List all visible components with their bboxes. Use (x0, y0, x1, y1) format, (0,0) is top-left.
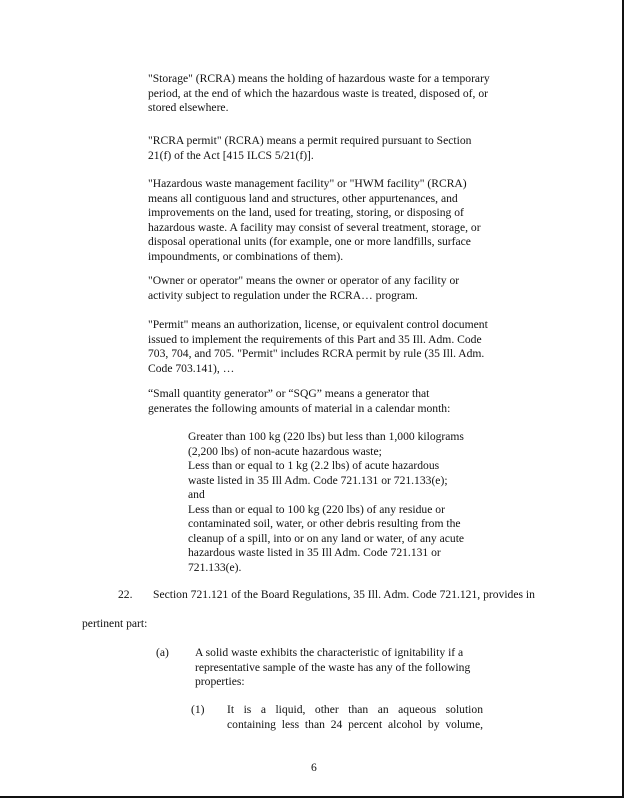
text-line: Less than or equal to 1 kg (2.2 lbs) of acute hazardous (188, 459, 440, 472)
text-line: improvements on the land, used for treating, storing, or disposing of (148, 206, 464, 219)
sqg-criteria-list (188, 430, 464, 575)
text-line: A solid waste exhibits the characteristic of ignitability if a (195, 646, 464, 659)
text-line: “Small quantity generator” or “SQG” means a generator that (148, 387, 430, 400)
text-line: "Permit" means an authorization, license, or equivalent control document (148, 318, 488, 331)
text-line: cleanup of a spill, into or on any land or water, of any acute (188, 531, 465, 545)
text-line: waste listed in 35 Ill Adm. Code 721.131 or 721.133(e); (188, 473, 448, 487)
subsection-label: (a) (156, 646, 169, 659)
text-line: period, at the end of which the hazardous waste is treated, disposed of, or (148, 86, 488, 100)
text-line: Code 703.141), … (148, 361, 235, 375)
paragraph-22-continuation: pertinent part: (82, 617, 148, 630)
definition-owner-operator (148, 274, 459, 303)
text-line: containing less than 24 percent alcohol by volume, (227, 717, 483, 731)
text-line: "Owner or operator" means the owner or operator of any facility or (148, 274, 460, 287)
text-line: hazardous waste. A facility may consist of several treatment, storage, or (148, 220, 481, 234)
paragraph-number: 22. (118, 588, 133, 601)
text-line: It is a liquid, other than an aqueous solution (227, 703, 483, 716)
definition-hwm-facility (148, 177, 481, 264)
definition-permit (148, 318, 488, 376)
scan-border-right (622, 0, 624, 797)
definition-rcra-permit (148, 134, 471, 163)
text-line: representative sample of the waste has any of the following (195, 660, 471, 674)
text-line: stored elsewhere. (148, 101, 229, 114)
definition-storage (148, 72, 490, 116)
text-line: 21(f) of the Act [415 ILCS 5/21(f)]. (148, 148, 314, 162)
text-line: means all contiguous land and structures, other appurtenances, and (148, 191, 458, 205)
text-line: and (188, 488, 205, 501)
text-line: impoundments, or combinations of them). (148, 249, 344, 263)
text-line: properties: (195, 675, 245, 688)
text-line: hazardous waste listed in 35 Ill Adm. Code 721.131 or (188, 546, 441, 559)
text-line: disposal operational units (for example, one or more landfills, surface (148, 235, 471, 248)
text-line: Less than or equal to 100 kg (220 lbs) of any residue or (188, 502, 445, 516)
definition-sqg (148, 387, 450, 416)
item-label: (1) (191, 703, 205, 716)
item-1-text (227, 703, 483, 732)
text-line: (2,200 lbs) of non-acute hazardous waste; (188, 444, 382, 458)
subsection-a-text (195, 646, 471, 690)
text-line: 703, 704, and 705. "Permit" includes RCRA permit by rule (35 Ill. Adm. (148, 347, 485, 360)
paragraph-22-text: Section 721.121 of the Board Regulations, 35 Ill. Adm. Code 721.121, provides in (153, 588, 535, 601)
text-line: "RCRA permit" (RCRA) means a permit required pursuant to Section (148, 134, 472, 147)
page-number: 6 (311, 761, 317, 774)
text-line: generates the following amounts of material in a calendar month: (148, 401, 451, 415)
text-line: activity subject to regulation under the RCRA… program. (148, 288, 418, 302)
text-line: "Hazardous waste management facility" or "HWM facility" (RCRA) (148, 177, 467, 190)
text-line: "Storage" (RCRA) means the holding of hazardous waste for a temporary (148, 72, 490, 85)
text-line: 721.133(e). (188, 560, 242, 574)
text-line: contaminated soil, water, or other debris resulting from the (188, 517, 461, 530)
scan-border-bottom (0, 796, 624, 798)
text-line: Greater than 100 kg (220 lbs) but less than 1,000 kilograms (188, 430, 464, 443)
text-line: issued to implement the requirements of this Part and 35 Ill. Adm. Code (148, 332, 482, 346)
